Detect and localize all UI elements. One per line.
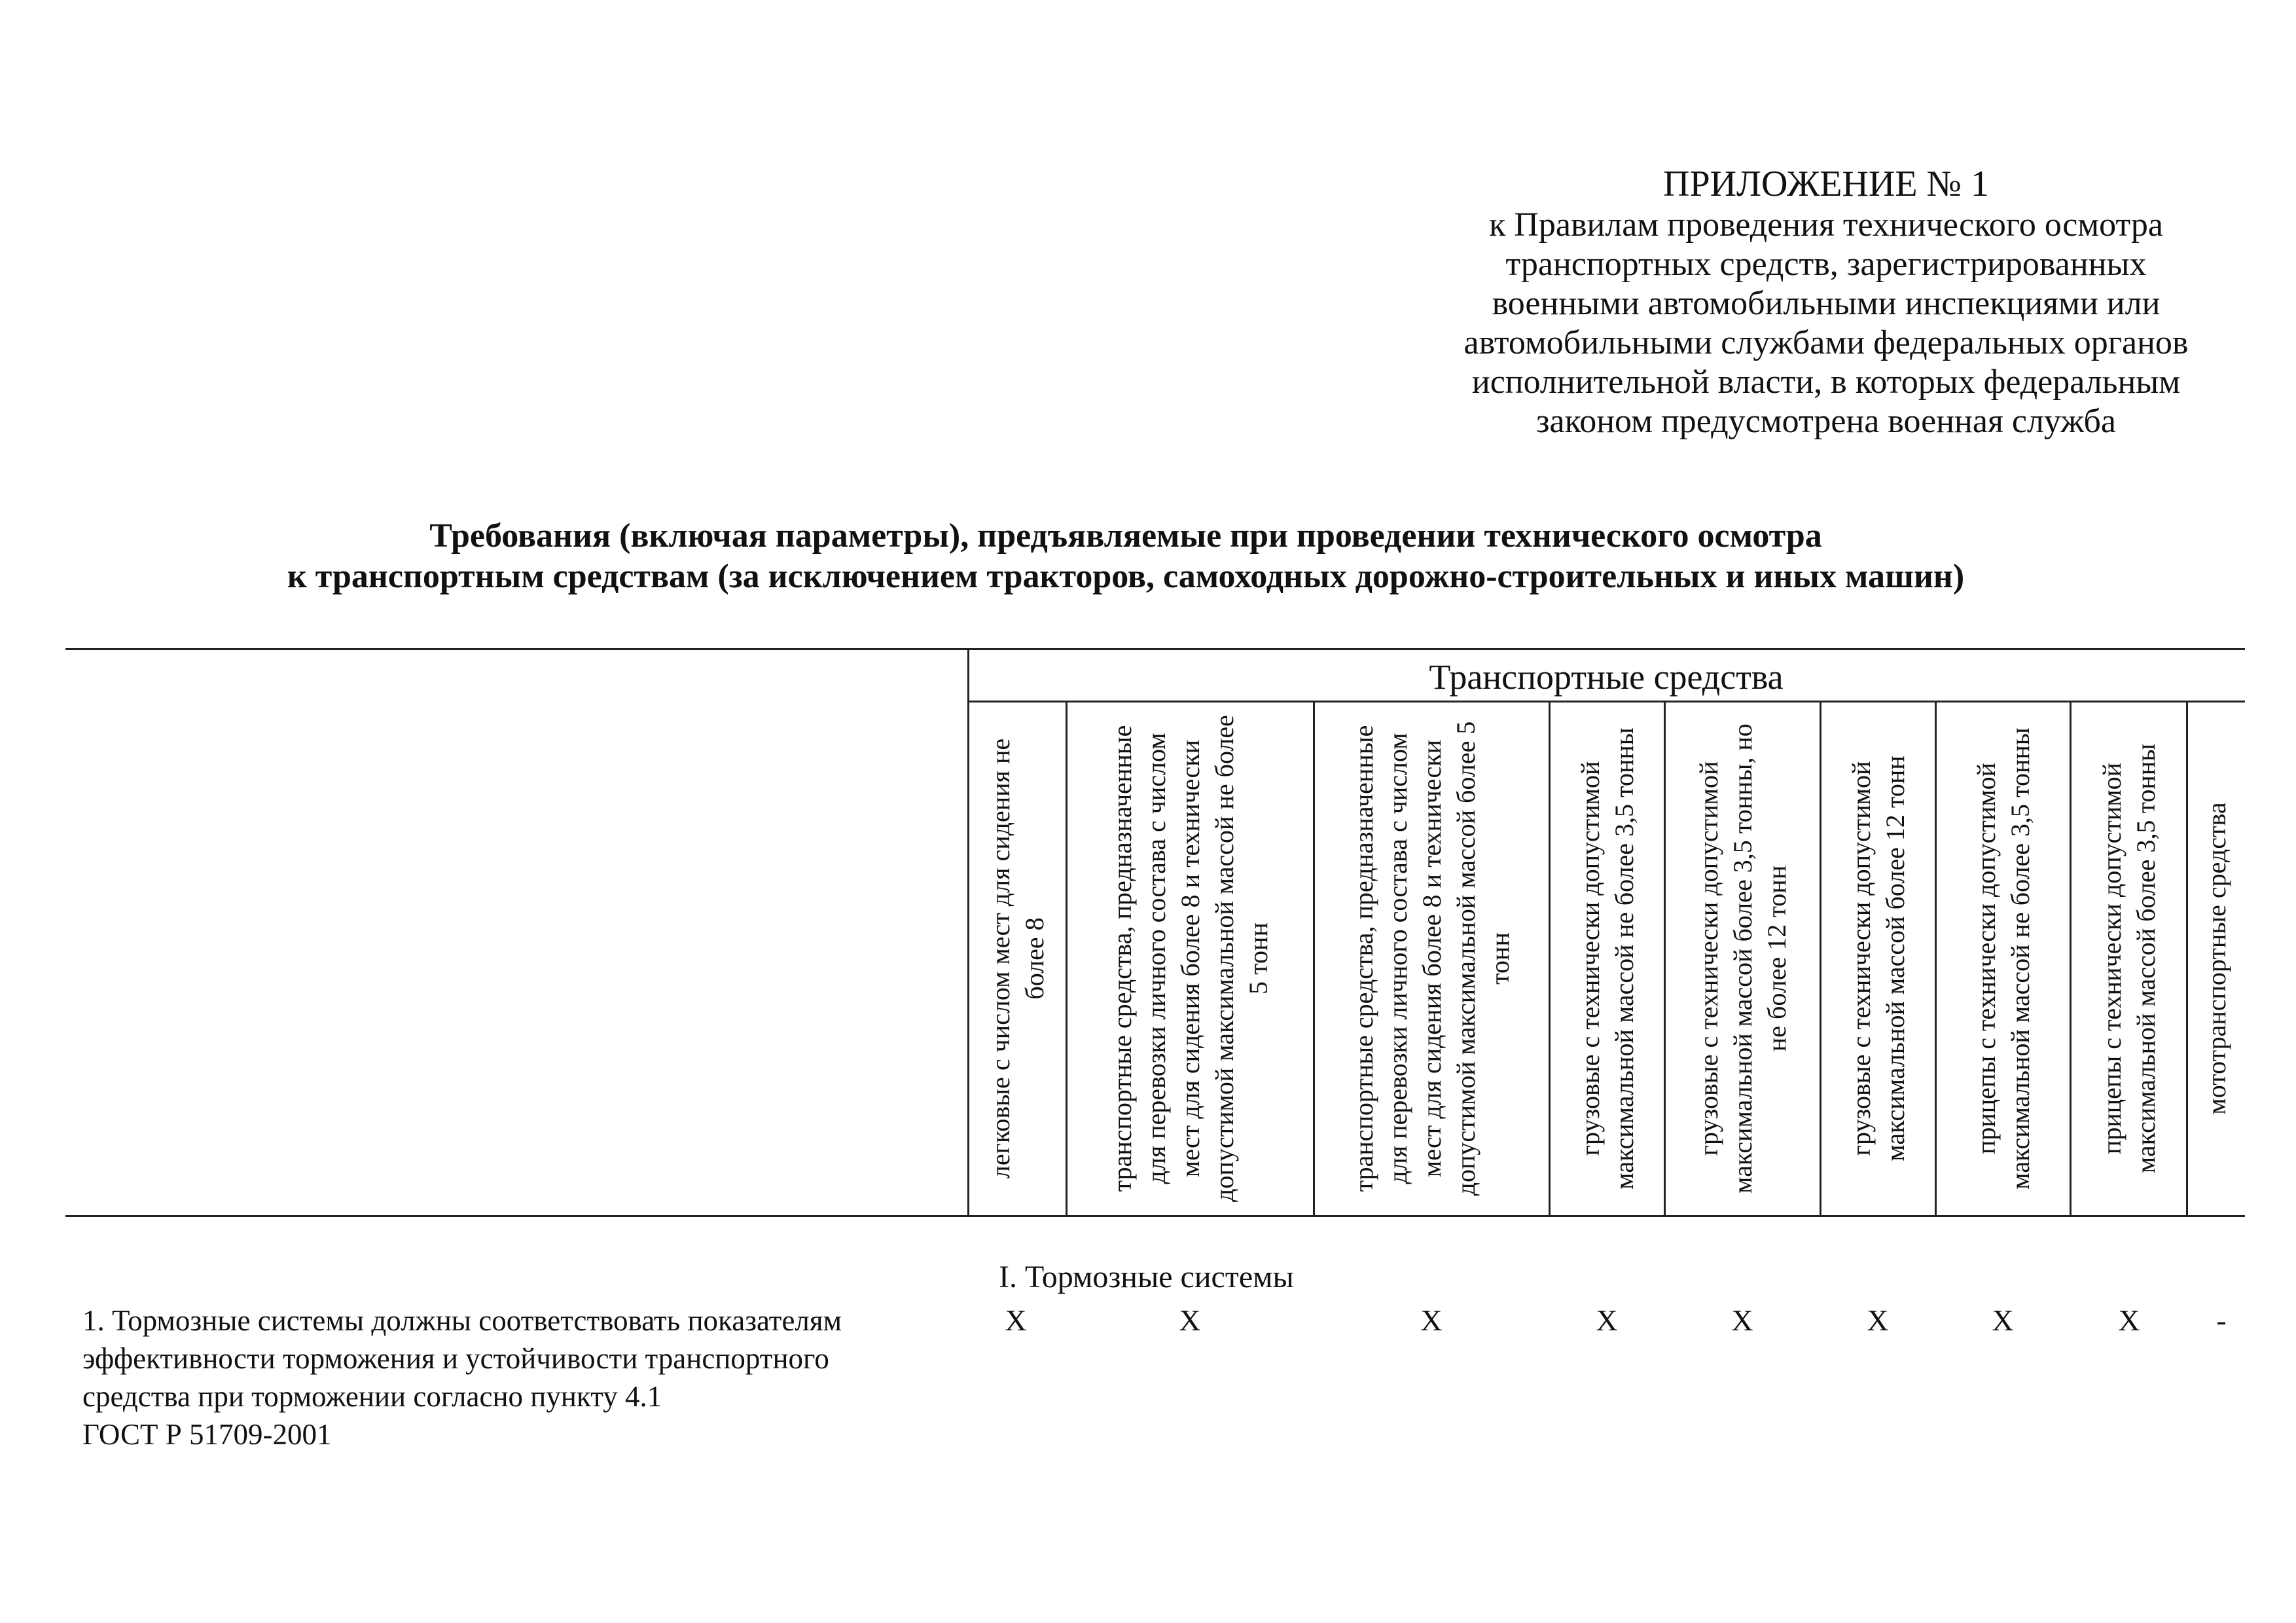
- applicability-mark: X: [1992, 1304, 2014, 1337]
- requirement-text: [82, 1302, 960, 1453]
- applicability-mark: X: [1867, 1304, 1889, 1337]
- applicability-mark: X: [1596, 1304, 1618, 1337]
- appendix-line: военными автомобильными инспекциями или: [1492, 285, 2161, 322]
- requirement-line: 1. Тормозные системы должны соответствовать показателям: [82, 1304, 842, 1337]
- table-top-rule: [65, 648, 2245, 650]
- section-title-brakes: I. Тормозные системы: [999, 1260, 1294, 1294]
- column-header-motorcycles: [2188, 703, 2245, 1214]
- column-header-text: транспортные средства, предназначенные для перевозки личного состава с числом мест для сидения более 8 и технически допустимой максимальной массой более 5 тонн: [1348, 721, 1515, 1196]
- applicability-mark: X: [2118, 1304, 2140, 1337]
- appendix-line: автомобильными службами федеральных органов: [1463, 324, 2189, 361]
- column-header-text: легковые с числом мест для сидения не более 8: [985, 738, 1049, 1179]
- requirement-line: средства при торможении согласно пункту 4.1: [82, 1380, 662, 1413]
- applicability-mark: X: [1731, 1304, 1753, 1337]
- column-header-trailer-heavy: [2072, 703, 2186, 1214]
- column-header-trailer-light: [1937, 703, 2070, 1214]
- column-header-text: грузовые с технически допустимой максимальной массой более 3,5 тонны, но не более 12 тонн: [1693, 723, 1791, 1194]
- appendix-line: законом предусмотрена военная служба: [1535, 403, 2116, 440]
- column-header-truck-medium: [1666, 703, 1820, 1214]
- column-header-personnel-bus-heavy: [1315, 703, 1549, 1214]
- column-header-text: грузовые с технически допустимой максимальной массой не более 3,5 тонны: [1575, 727, 1639, 1190]
- document-title-line-1: Требования (включая параметры), предъявляемые при проведении технического осмотра: [429, 517, 1822, 555]
- applicability-mark: X: [1179, 1304, 1201, 1337]
- document-title-line-2: к транспортным средствам (за исключением тракторов, самоходных дорожно-строительных и иных машин): [287, 558, 1965, 595]
- column-header-personnel-bus-light: [1067, 703, 1313, 1214]
- column-header-truck-light: [1551, 703, 1664, 1214]
- applicability-mark: X: [1005, 1304, 1027, 1337]
- requirement-line: ГОСТ Р 51709-2001: [82, 1418, 332, 1451]
- group-header-rule: [967, 701, 2245, 702]
- column-header-truck-heavy: [1821, 703, 1935, 1214]
- document-title: [144, 516, 2108, 597]
- group-header-vehicles: Транспортные средства: [1429, 657, 1784, 697]
- applicability-mark: X: [1420, 1304, 1443, 1337]
- header-bottom-rule: [65, 1215, 2245, 1217]
- column-header-text: грузовые с технически допустимой максимальной массой более 12 тонн: [1846, 756, 1910, 1161]
- appendix-line: транспортных средств, зарегистрированных: [1505, 246, 2147, 283]
- requirement-line: эффективности торможения и устойчивости транспортного: [82, 1342, 829, 1375]
- appendix-heading: ПРИЛОЖЕНИЕ № 1: [1663, 164, 1989, 204]
- appendix-line: к Правилам проведения технического осмотра: [1489, 206, 2163, 244]
- column-header-passenger: [969, 703, 1066, 1214]
- appendix-line: исполнительной власти, в которых федеральным: [1471, 363, 2181, 401]
- column-header-text: прицепы с технически допустимой максимальной массой более 3,5 тонны: [2096, 743, 2161, 1174]
- appendix-block: [1407, 162, 2245, 441]
- column-header-text: мототранспортные средства: [2201, 802, 2231, 1115]
- column-header-text: прицепы с технически допустимой максимальной массой не более 3,5 тонны: [1971, 727, 2035, 1190]
- column-header-text: транспортные средства, предназначенные для перевозки личного состава с числом мест для сидения более 8 и технически допустимой максимальной массой не более 5 тонн: [1107, 715, 1273, 1202]
- applicability-mark: -: [2216, 1304, 2227, 1337]
